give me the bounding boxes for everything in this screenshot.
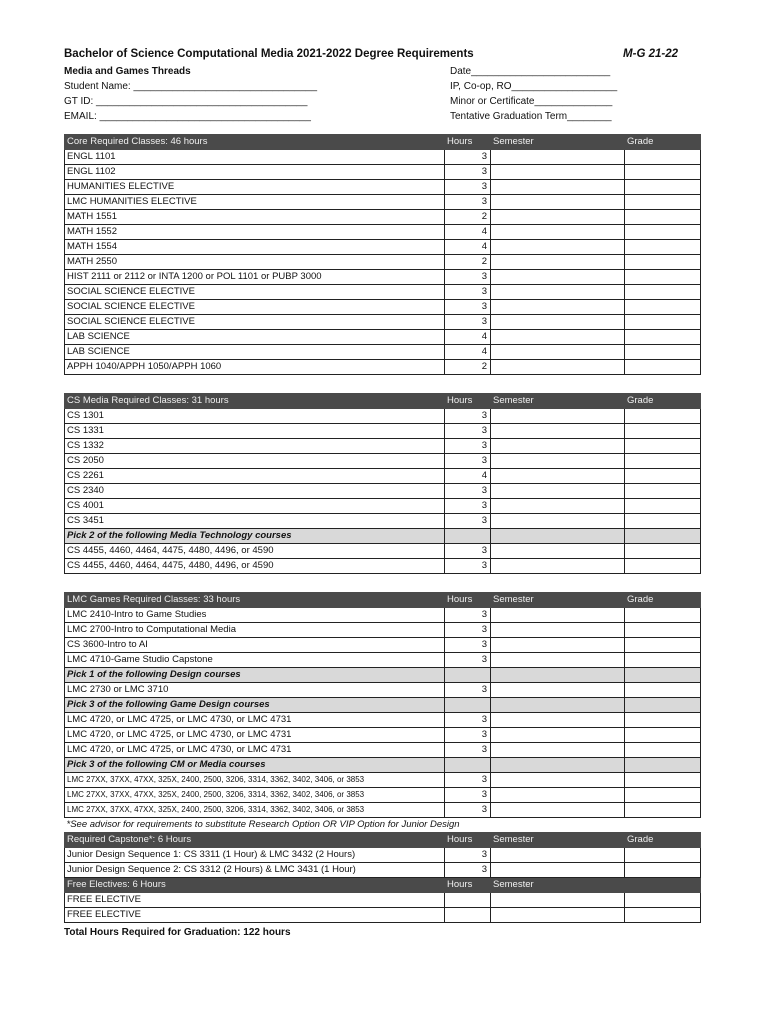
course-name: CS 2261 — [65, 469, 445, 484]
course-hours: 3 — [445, 713, 491, 728]
course-row — [65, 439, 701, 454]
semester-cell[interactable] — [491, 803, 625, 818]
thread-label: Media and Games Threads — [64, 66, 191, 77]
course-name: LMC HUMANITIES ELECTIVE — [65, 195, 445, 210]
course-hours: 3 — [445, 743, 491, 758]
section-title: Free Electives: 6 Hours — [65, 878, 445, 893]
pick-instruction-row — [65, 758, 701, 773]
course-row — [65, 653, 701, 668]
grade-cell[interactable] — [625, 683, 701, 698]
semester-cell[interactable] — [491, 514, 625, 529]
gtid-field[interactable]: GT ID: ______________________________________ — [64, 96, 308, 107]
semester-cell[interactable] — [491, 330, 625, 345]
course-name: Junior Design Sequence 1: CS 3311 (1 Hour) & LMC 3432 (2 Hours) — [65, 848, 445, 863]
grade-cell[interactable] — [625, 165, 701, 180]
grade-cell[interactable] — [625, 469, 701, 484]
course-row — [65, 330, 701, 345]
course-name: CS 4001 — [65, 499, 445, 514]
pick-instruction: Pick 3 of the following CM or Media courses — [65, 758, 445, 773]
grade-cell[interactable] — [625, 484, 701, 499]
semester-cell[interactable] — [491, 180, 625, 195]
course-name: LMC 4710-Game Studio Capstone — [65, 653, 445, 668]
semester-cell[interactable] — [491, 848, 625, 863]
course-name: CS 4455, 4460, 4464, 4475, 4480, 4496, or 4590 — [65, 559, 445, 574]
course-name: LMC 4720, or LMC 4725, or LMC 4730, or LMC 4731 — [65, 713, 445, 728]
semester-cell[interactable] — [491, 150, 625, 165]
course-row — [65, 788, 701, 803]
course-row — [65, 773, 701, 788]
grade-cell[interactable] — [625, 300, 701, 315]
course-hours: 3 — [445, 514, 491, 529]
course-row — [65, 638, 701, 653]
grade-cell[interactable] — [625, 210, 701, 225]
pick-hours-cell — [445, 668, 491, 683]
course-name: CS 1301 — [65, 409, 445, 424]
course-hours: 4 — [445, 330, 491, 345]
course-name: LMC 27XX, 37XX, 47XX, 325X, 2400, 2500, 3206, 3314, 3362, 3402, 3406, or 3853 — [65, 788, 445, 803]
semester-cell[interactable] — [491, 544, 625, 559]
grade-cell[interactable] — [625, 150, 701, 165]
course-name: FREE ELECTIVE — [65, 908, 445, 923]
course-hours: 3 — [445, 454, 491, 469]
grade-column-header: Grade — [625, 135, 701, 150]
student-name-field[interactable]: Student Name: _________________________________ — [64, 81, 318, 92]
grade-cell[interactable] — [625, 848, 701, 863]
course-hours: 3 — [445, 409, 491, 424]
course-row — [65, 499, 701, 514]
course-hours: 4 — [445, 225, 491, 240]
semester-cell[interactable] — [491, 608, 625, 623]
semester-cell[interactable] — [491, 240, 625, 255]
grade-cell[interactable] — [625, 544, 701, 559]
course-name: MATH 1552 — [65, 225, 445, 240]
course-row — [65, 225, 701, 240]
semester-cell[interactable] — [491, 300, 625, 315]
course-hours: 3 — [445, 728, 491, 743]
grade-cell[interactable] — [625, 270, 701, 285]
semester-cell[interactable] — [491, 439, 625, 454]
semester-cell[interactable] — [491, 908, 625, 923]
course-row — [65, 180, 701, 195]
grade-column-header — [625, 878, 701, 893]
grade-column-header: Grade — [625, 593, 701, 608]
course-name: MATH 1554 — [65, 240, 445, 255]
grade-cell[interactable] — [625, 863, 701, 878]
course-name: CS 3451 — [65, 514, 445, 529]
hours-column-header: Hours — [445, 135, 491, 150]
section-title: CS Media Required Classes: 31 hours — [65, 394, 445, 409]
course-row — [65, 544, 701, 559]
course-name: MATH 2550 — [65, 255, 445, 270]
student-info — [64, 64, 700, 124]
email-field[interactable]: EMAIL: ______________________________________ — [64, 111, 311, 122]
course-hours: 3 — [445, 285, 491, 300]
section-title: Required Capstone*: 6 Hours — [65, 833, 445, 848]
grade-cell[interactable] — [625, 728, 701, 743]
grade-cell[interactable] — [625, 424, 701, 439]
course-name: LMC 27XX, 37XX, 47XX, 325X, 2400, 2500, 3206, 3314, 3362, 3402, 3406, or 3853 — [65, 803, 445, 818]
course-name: LMC 4720, or LMC 4725, or LMC 4730, or LMC 4731 — [65, 743, 445, 758]
grade-cell[interactable] — [625, 788, 701, 803]
ip-coop-field[interactable]: IP, Co-op, RO___________________ — [450, 81, 618, 92]
course-row — [65, 893, 701, 908]
minor-field[interactable]: Minor or Certificate______________ — [450, 96, 613, 107]
grade-column-header: Grade — [625, 833, 701, 848]
course-row — [65, 315, 701, 330]
course-hours: 3 — [445, 270, 491, 285]
grade-cell[interactable] — [625, 773, 701, 788]
semester-cell[interactable] — [491, 360, 625, 375]
course-hours: 3 — [445, 803, 491, 818]
course-hours: 3 — [445, 638, 491, 653]
section-title: Core Required Classes: 46 hours — [65, 135, 445, 150]
grade-cell[interactable] — [625, 514, 701, 529]
course-name: CS 2050 — [65, 454, 445, 469]
course-row — [65, 908, 701, 923]
course-hours: 3 — [445, 623, 491, 638]
semester-cell[interactable] — [491, 559, 625, 574]
course-name: CS 4455, 4460, 4464, 4475, 4480, 4496, or 4590 — [65, 544, 445, 559]
semester-cell[interactable] — [491, 653, 625, 668]
course-hours: 3 — [445, 484, 491, 499]
grade-cell[interactable] — [625, 180, 701, 195]
pick-semester-cell — [491, 698, 625, 713]
semester-cell[interactable] — [491, 743, 625, 758]
semester-cell[interactable] — [491, 469, 625, 484]
grade-cell[interactable] — [625, 623, 701, 638]
semester-column-header: Semester — [491, 833, 625, 848]
section-header — [65, 833, 701, 848]
total-hours: Total Hours Required for Graduation: 122 hours — [64, 927, 291, 938]
course-name: SOCIAL SCIENCE ELECTIVE — [65, 300, 445, 315]
course-row — [65, 165, 701, 180]
course-hours: 2 — [445, 360, 491, 375]
semester-cell[interactable] — [491, 683, 625, 698]
section-spacer — [65, 574, 701, 593]
course-name: LMC 2700-Intro to Computational Media — [65, 623, 445, 638]
pick-semester-cell — [491, 668, 625, 683]
course-name: LMC 4720, or LMC 4725, or LMC 4730, or LMC 4731 — [65, 728, 445, 743]
semester-cell[interactable] — [491, 454, 625, 469]
semester-cell[interactable] — [491, 773, 625, 788]
semester-cell[interactable] — [491, 225, 625, 240]
advisor-note: *See advisor for requirements to substitute Research Option OR VIP Option for Junior Design — [66, 819, 460, 830]
form-header — [64, 48, 700, 64]
course-name: ENGL 1101 — [65, 150, 445, 165]
course-name: LAB SCIENCE — [65, 345, 445, 360]
course-name: SOCIAL SCIENCE ELECTIVE — [65, 315, 445, 330]
course-name: APPH 1040/APPH 1050/APPH 1060 — [65, 360, 445, 375]
pick-instruction-row — [65, 698, 701, 713]
course-hours: 3 — [445, 683, 491, 698]
grade-cell[interactable] — [625, 743, 701, 758]
grade-cell[interactable] — [625, 285, 701, 300]
section-title: LMC Games Required Classes: 33 hours — [65, 593, 445, 608]
course-row — [65, 300, 701, 315]
course-hours: 4 — [445, 345, 491, 360]
semester-cell[interactable] — [491, 893, 625, 908]
course-name: MATH 1551 — [65, 210, 445, 225]
grade-cell[interactable] — [625, 713, 701, 728]
hours-column-header: Hours — [445, 878, 491, 893]
hours-column-header: Hours — [445, 833, 491, 848]
course-hours: 3 — [445, 424, 491, 439]
course-row — [65, 803, 701, 818]
pick-hours-cell — [445, 758, 491, 773]
grade-cell[interactable] — [625, 345, 701, 360]
semester-cell[interactable] — [491, 424, 625, 439]
course-row — [65, 469, 701, 484]
pick-instruction: Pick 2 of the following Media Technology courses — [65, 529, 445, 544]
section-header — [65, 593, 701, 608]
date-field[interactable]: Date_________________________ — [450, 66, 611, 77]
hours-column-header: Hours — [445, 394, 491, 409]
course-row — [65, 345, 701, 360]
grade-cell[interactable] — [625, 653, 701, 668]
course-row — [65, 484, 701, 499]
grade-cell[interactable] — [625, 360, 701, 375]
course-row — [65, 559, 701, 574]
course-hours: 3 — [445, 863, 491, 878]
pick-semester-cell — [491, 758, 625, 773]
course-row — [65, 514, 701, 529]
pick-grade-cell — [625, 668, 701, 683]
course-hours: 4 — [445, 240, 491, 255]
pick-grade-cell — [625, 698, 701, 713]
course-row — [65, 713, 701, 728]
course-row — [65, 743, 701, 758]
course-hours: 3 — [445, 653, 491, 668]
grade-cell[interactable] — [625, 454, 701, 469]
course-name: HIST 2111 or 2112 or INTA 1200 or POL 1101 or PUBP 3000 — [65, 270, 445, 285]
course-row — [65, 728, 701, 743]
grade-cell[interactable] — [625, 908, 701, 923]
course-row — [65, 454, 701, 469]
semester-cell[interactable] — [491, 788, 625, 803]
semester-cell[interactable] — [491, 623, 625, 638]
grad-term-field[interactable]: Tentative Graduation Term________ — [450, 111, 612, 122]
course-row — [65, 210, 701, 225]
pick-instruction-row — [65, 529, 701, 544]
grade-cell[interactable] — [625, 638, 701, 653]
course-name: FREE ELECTIVE — [65, 893, 445, 908]
semester-column-header: Semester — [491, 593, 625, 608]
course-hours: 2 — [445, 255, 491, 270]
grade-column-header: Grade — [625, 394, 701, 409]
course-hours: 3 — [445, 788, 491, 803]
course-name: LMC 27XX, 37XX, 47XX, 325X, 2400, 2500, 3206, 3314, 3362, 3402, 3406, or 3853 — [65, 773, 445, 788]
course-hours: 3 — [445, 559, 491, 574]
advisor-note-row — [65, 818, 701, 833]
semester-cell[interactable] — [491, 195, 625, 210]
course-row — [65, 608, 701, 623]
semester-cell[interactable] — [491, 255, 625, 270]
spacer-cell — [65, 375, 701, 394]
course-name: CS 2340 — [65, 484, 445, 499]
semester-cell[interactable] — [491, 165, 625, 180]
course-hours: 2 — [445, 210, 491, 225]
course-row — [65, 150, 701, 165]
semester-cell[interactable] — [491, 315, 625, 330]
course-row — [65, 360, 701, 375]
pick-hours-cell — [445, 698, 491, 713]
pick-instruction: Pick 1 of the following Design courses — [65, 668, 445, 683]
page-title: Bachelor of Science Computational Media 2021-2022 Degree Requirements — [64, 48, 474, 60]
grade-cell[interactable] — [625, 330, 701, 345]
course-hours: 3 — [445, 195, 491, 210]
course-hours: 3 — [445, 300, 491, 315]
semester-cell[interactable] — [491, 210, 625, 225]
semester-cell[interactable] — [491, 863, 625, 878]
pick-grade-cell — [625, 529, 701, 544]
grade-cell[interactable] — [625, 559, 701, 574]
course-row — [65, 848, 701, 863]
pick-semester-cell — [491, 529, 625, 544]
course-hours: 3 — [445, 544, 491, 559]
pick-hours-cell — [445, 529, 491, 544]
grade-cell[interactable] — [625, 195, 701, 210]
course-name: Junior Design Sequence 2: CS 3312 (2 Hours) & LMC 3431 (1 Hour) — [65, 863, 445, 878]
course-name: SOCIAL SCIENCE ELECTIVE — [65, 285, 445, 300]
course-name: ENGL 1102 — [65, 165, 445, 180]
course-hours: 3 — [445, 608, 491, 623]
semester-column-header: Semester — [491, 878, 625, 893]
course-hours: 3 — [445, 315, 491, 330]
course-row — [65, 623, 701, 638]
course-name: CS 1332 — [65, 439, 445, 454]
semester-column-header: Semester — [491, 135, 625, 150]
course-hours — [445, 908, 491, 923]
section-header — [65, 135, 701, 150]
pick-instruction: Pick 3 of the following Game Design courses — [65, 698, 445, 713]
course-hours: 3 — [445, 773, 491, 788]
section-spacer — [65, 375, 701, 394]
grade-cell[interactable] — [625, 255, 701, 270]
course-name: LMC 2730 or LMC 3710 — [65, 683, 445, 698]
grade-cell[interactable] — [625, 893, 701, 908]
section-header — [65, 878, 701, 893]
grade-cell[interactable] — [625, 439, 701, 454]
grade-cell[interactable] — [625, 409, 701, 424]
course-row — [65, 255, 701, 270]
semester-cell[interactable] — [491, 270, 625, 285]
course-hours: 3 — [445, 150, 491, 165]
course-hours: 3 — [445, 499, 491, 514]
grade-cell[interactable] — [625, 803, 701, 818]
semester-cell[interactable] — [491, 484, 625, 499]
grade-cell[interactable] — [625, 499, 701, 514]
course-hours: 3 — [445, 180, 491, 195]
semester-cell[interactable] — [491, 728, 625, 743]
pick-instruction-row — [65, 668, 701, 683]
grade-cell[interactable] — [625, 240, 701, 255]
grade-cell[interactable] — [625, 315, 701, 330]
spacer-cell — [65, 574, 701, 593]
requirements-table — [64, 134, 701, 923]
course-name: HUMANITIES ELECTIVE — [65, 180, 445, 195]
course-name: CS 3600-Intro to AI — [65, 638, 445, 653]
course-row — [65, 285, 701, 300]
pick-grade-cell — [625, 758, 701, 773]
section-header — [65, 394, 701, 409]
course-row — [65, 863, 701, 878]
course-row — [65, 240, 701, 255]
semester-cell[interactable] — [491, 499, 625, 514]
course-row — [65, 195, 701, 210]
course-hours — [445, 893, 491, 908]
course-name: LAB SCIENCE — [65, 330, 445, 345]
semester-cell[interactable] — [491, 345, 625, 360]
semester-cell[interactable] — [491, 713, 625, 728]
course-row — [65, 683, 701, 698]
hours-column-header: Hours — [445, 593, 491, 608]
semester-cell[interactable] — [491, 285, 625, 300]
course-hours: 3 — [445, 848, 491, 863]
course-name: LMC 2410-Intro to Game Studies — [65, 608, 445, 623]
course-hours: 4 — [445, 469, 491, 484]
form-code: M-G 21-22 — [623, 48, 678, 60]
grade-cell[interactable] — [625, 608, 701, 623]
course-row — [65, 424, 701, 439]
course-row — [65, 270, 701, 285]
semester-cell[interactable] — [491, 409, 625, 424]
degree-requirements-form — [64, 48, 700, 938]
semester-column-header: Semester — [491, 394, 625, 409]
course-name: CS 1331 — [65, 424, 445, 439]
grade-cell[interactable] — [625, 225, 701, 240]
course-hours: 3 — [445, 439, 491, 454]
semester-cell[interactable] — [491, 638, 625, 653]
course-row — [65, 409, 701, 424]
course-hours: 3 — [445, 165, 491, 180]
